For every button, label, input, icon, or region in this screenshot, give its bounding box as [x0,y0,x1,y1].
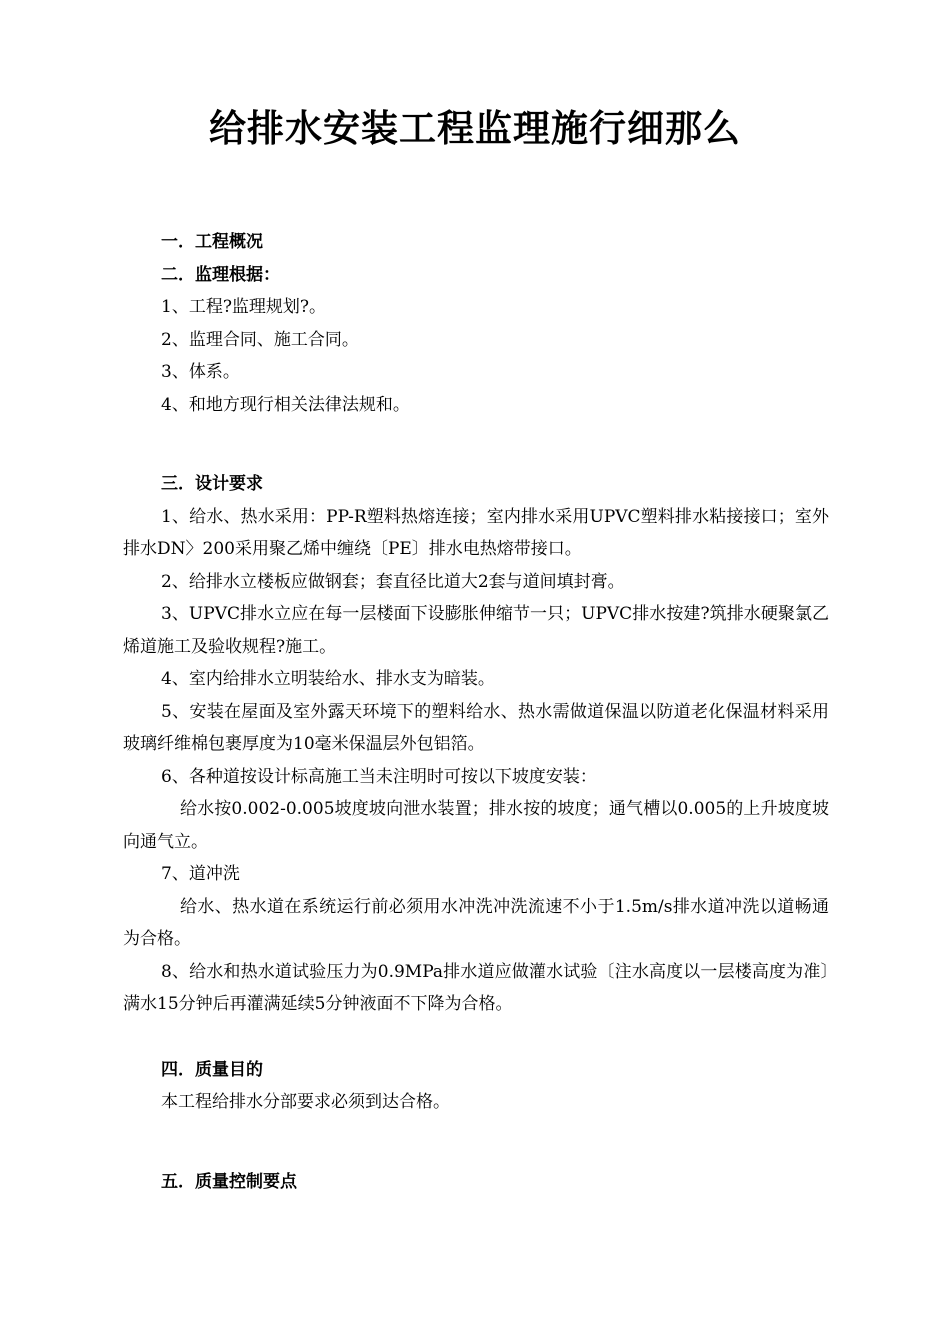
section-heading-quality-goal: 四．质量目的 [161,1059,263,1080]
design-item: 5、安装在屋面及室外露天环境下的塑料给水、热水需做道保温以防道老化保温材料采用玻璃纤维棉包裹厚度为10毫米保温层外包铝箔。 [123,701,829,754]
design-item: 8、给水和热水道试验压力为0.9MPa排水道应做灌水试验〔注水高度以一层楼高度为准〕满水15分钟后再灌满延续5分钟液面不下降为合格。 [123,961,829,1014]
design-item: 3、UPVC排水立应在每一层楼面下设膨胀伸缩节一只；UPVC排水按建?筑排水硬聚氯乙烯道施工及验收规程?施工。 [123,604,829,657]
design-item: 1、给水、热水采用：PP-R塑料热熔连接；室内排水采用UPVC塑料排水粘接接口；室外排水DN〉200采用聚乙烯中缠绕〔PE〕排水电热熔带接口。 [123,506,829,559]
page-title: 给排水安装工程监理施行细那么 [209,106,741,150]
section-heading-basis: 二．监理根据： [161,264,280,285]
basis-item: 4、和地方现行相关法律法规和。 [161,394,410,415]
quality-goal-text: 本工程给排水分部要求必须到达合格。 [161,1092,450,1112]
section-heading-overview: 一．工程概况 [161,232,263,252]
section-heading-design: 三．设计要求 [161,474,263,494]
design-item: 6、各种道按设计标高施工当未注明时可按以下坡度安装： [161,766,597,787]
design-item: 4、室内给排水立明装给水、排水支为暗装。 [161,669,495,689]
design-item: 7、道冲洗 [161,864,240,884]
document-body [123,226,829,1198]
basis-item: 3、体系。 [161,362,240,382]
basis-item: 2、监理合同、施工合同。 [161,329,359,350]
design-item: 2、给排水立楼板应做钢套；套直径比道大2套与道间填封膏。 [161,571,625,592]
design-item-detail: 给水、热水道在系统运行前必须用水冲洗冲洗流速不小于1.5m/s排水道冲洗以道畅通为合格。 [123,896,829,949]
design-item-detail: 给水按0.002-0.005坡度坡向泄水装置；排水按的坡度；通气槽以0.005的上升坡度坡向通气立。 [123,799,829,852]
section-heading-quality-control: 五．质量控制要点 [161,1171,297,1192]
basis-item: 1、工程?监理规划?。 [161,297,327,317]
